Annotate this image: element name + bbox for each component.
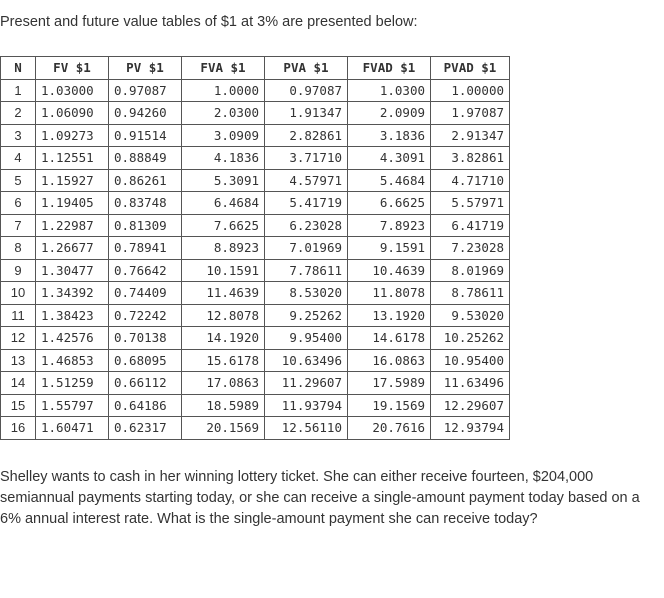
header-pvad: PVAD $1: [431, 57, 510, 80]
cell-n: 5: [1, 169, 36, 192]
cell-pvad: 4.71710: [431, 169, 510, 192]
cell-n: 7: [1, 214, 36, 237]
cell-fv: 1.06090: [36, 102, 109, 125]
header-fva: FVA $1: [182, 57, 265, 80]
cell-fvad: 3.1836: [348, 124, 431, 147]
cell-pva: 9.25262: [265, 304, 348, 327]
cell-fv: 1.34392: [36, 282, 109, 305]
cell-fvad: 2.0909: [348, 102, 431, 125]
cell-pvad: 5.57971: [431, 192, 510, 215]
cell-pvad: 11.63496: [431, 372, 510, 395]
cell-fvad: 19.1569: [348, 394, 431, 417]
cell-fv: 1.19405: [36, 192, 109, 215]
cell-pv: 0.68095: [109, 349, 182, 372]
cell-pvad: 12.29607: [431, 394, 510, 417]
cell-pv: 0.86261: [109, 169, 182, 192]
cell-pva: 2.82861: [265, 124, 348, 147]
cell-fva: 7.6625: [182, 214, 265, 237]
table-row: [1, 282, 510, 305]
cell-pv: 0.66112: [109, 372, 182, 395]
cell-n: 15: [1, 394, 36, 417]
table-row: [1, 124, 510, 147]
table-row: [1, 214, 510, 237]
cell-fvad: 17.5989: [348, 372, 431, 395]
cell-pva: 11.29607: [265, 372, 348, 395]
cell-fv: 1.46853: [36, 349, 109, 372]
cell-pva: 6.23028: [265, 214, 348, 237]
cell-pva: 8.53020: [265, 282, 348, 305]
cell-fv: 1.22987: [36, 214, 109, 237]
table-header-row: [1, 57, 510, 80]
table-row: [1, 147, 510, 170]
cell-fva: 10.1591: [182, 259, 265, 282]
cell-n: 2: [1, 102, 36, 125]
cell-fvad: 1.0300: [348, 79, 431, 102]
cell-pvad: 10.25262: [431, 327, 510, 350]
table-body: [1, 79, 510, 439]
cell-fva: 15.6178: [182, 349, 265, 372]
cell-n: 4: [1, 147, 36, 170]
cell-pvad: 1.00000: [431, 79, 510, 102]
table-row: [1, 192, 510, 215]
cell-pv: 0.83748: [109, 192, 182, 215]
cell-pvad: 8.78611: [431, 282, 510, 305]
table-row: [1, 259, 510, 282]
cell-fva: 18.5989: [182, 394, 265, 417]
cell-fva: 14.1920: [182, 327, 265, 350]
cell-pv: 0.91514: [109, 124, 182, 147]
table-row: [1, 327, 510, 350]
header-fv: FV $1: [36, 57, 109, 80]
cell-pva: 0.97087: [265, 79, 348, 102]
cell-n: 13: [1, 349, 36, 372]
cell-pvad: 10.95400: [431, 349, 510, 372]
cell-fv: 1.26677: [36, 237, 109, 260]
cell-fvad: 10.4639: [348, 259, 431, 282]
header-n: N: [1, 57, 36, 80]
cell-fvad: 9.1591: [348, 237, 431, 260]
cell-fva: 12.8078: [182, 304, 265, 327]
cell-pv: 0.62317: [109, 417, 182, 440]
cell-pva: 11.93794: [265, 394, 348, 417]
table-row: [1, 417, 510, 440]
cell-fvad: 4.3091: [348, 147, 431, 170]
cell-fv: 1.60471: [36, 417, 109, 440]
cell-n: 14: [1, 372, 36, 395]
cell-pv: 0.74409: [109, 282, 182, 305]
cell-fvad: 16.0863: [348, 349, 431, 372]
cell-pva: 7.01969: [265, 237, 348, 260]
cell-fv: 1.38423: [36, 304, 109, 327]
table-row: [1, 349, 510, 372]
cell-pvad: 7.23028: [431, 237, 510, 260]
cell-pvad: 8.01969: [431, 259, 510, 282]
cell-fva: 8.8923: [182, 237, 265, 260]
intro-text: Present and future value tables of $1 at 3% are presented below:: [0, 14, 418, 30]
cell-fva: 6.4684: [182, 192, 265, 215]
table-row: [1, 169, 510, 192]
cell-fv: 1.12551: [36, 147, 109, 170]
cell-pvad: 2.91347: [431, 124, 510, 147]
cell-fvad: 7.8923: [348, 214, 431, 237]
cell-pva: 3.71710: [265, 147, 348, 170]
cell-pv: 0.76642: [109, 259, 182, 282]
header-pv: PV $1: [109, 57, 182, 80]
cell-pva: 12.56110: [265, 417, 348, 440]
cell-fva: 5.3091: [182, 169, 265, 192]
cell-fvad: 14.6178: [348, 327, 431, 350]
cell-n: 9: [1, 259, 36, 282]
cell-fva: 2.0300: [182, 102, 265, 125]
cell-fvad: 5.4684: [348, 169, 431, 192]
cell-pva: 7.78611: [265, 259, 348, 282]
cell-fv: 1.09273: [36, 124, 109, 147]
cell-n: 11: [1, 304, 36, 327]
cell-fv: 1.30477: [36, 259, 109, 282]
table-row: [1, 102, 510, 125]
cell-n: 3: [1, 124, 36, 147]
cell-pv: 0.81309: [109, 214, 182, 237]
table-row: [1, 237, 510, 260]
cell-pv: 0.70138: [109, 327, 182, 350]
cell-pvad: 9.53020: [431, 304, 510, 327]
cell-pv: 0.97087: [109, 79, 182, 102]
cell-pva: 10.63496: [265, 349, 348, 372]
cell-pv: 0.88849: [109, 147, 182, 170]
cell-pv: 0.64186: [109, 394, 182, 417]
cell-pva: 5.41719: [265, 192, 348, 215]
cell-fva: 17.0863: [182, 372, 265, 395]
cell-fva: 1.0000: [182, 79, 265, 102]
cell-n: 12: [1, 327, 36, 350]
question-text: Shelley wants to cash in her winning lottery ticket. She can either receive fourteen, $204,000 semiannual payments starting today, or she can receive a single-amount payment today based on a 6% annual interest rate. What is the single-amount payment she can receive today?: [0, 469, 640, 527]
cell-n: 8: [1, 237, 36, 260]
cell-pv: 0.94260: [109, 102, 182, 125]
cell-fva: 20.1569: [182, 417, 265, 440]
cell-fv: 1.51259: [36, 372, 109, 395]
cell-pv: 0.72242: [109, 304, 182, 327]
cell-fvad: 20.7616: [348, 417, 431, 440]
value-table: [0, 56, 510, 440]
cell-pva: 4.57971: [265, 169, 348, 192]
header-pva: PVA $1: [265, 57, 348, 80]
cell-fv: 1.15927: [36, 169, 109, 192]
table-row: [1, 372, 510, 395]
cell-fvad: 13.1920: [348, 304, 431, 327]
cell-fva: 3.0909: [182, 124, 265, 147]
cell-fv: 1.42576: [36, 327, 109, 350]
cell-n: 10: [1, 282, 36, 305]
cell-n: 6: [1, 192, 36, 215]
table-row: [1, 79, 510, 102]
cell-pva: 1.91347: [265, 102, 348, 125]
cell-pvad: 6.41719: [431, 214, 510, 237]
cell-fva: 4.1836: [182, 147, 265, 170]
table-row: [1, 304, 510, 327]
cell-pvad: 12.93794: [431, 417, 510, 440]
header-fvad: FVAD $1: [348, 57, 431, 80]
cell-fvad: 6.6625: [348, 192, 431, 215]
table-row: [1, 394, 510, 417]
cell-fv: 1.03000: [36, 79, 109, 102]
cell-fv: 1.55797: [36, 394, 109, 417]
cell-pva: 9.95400: [265, 327, 348, 350]
cell-fva: 11.4639: [182, 282, 265, 305]
cell-pv: 0.78941: [109, 237, 182, 260]
cell-pvad: 1.97087: [431, 102, 510, 125]
cell-pvad: 3.82861: [431, 147, 510, 170]
cell-n: 16: [1, 417, 36, 440]
cell-n: 1: [1, 79, 36, 102]
cell-fvad: 11.8078: [348, 282, 431, 305]
